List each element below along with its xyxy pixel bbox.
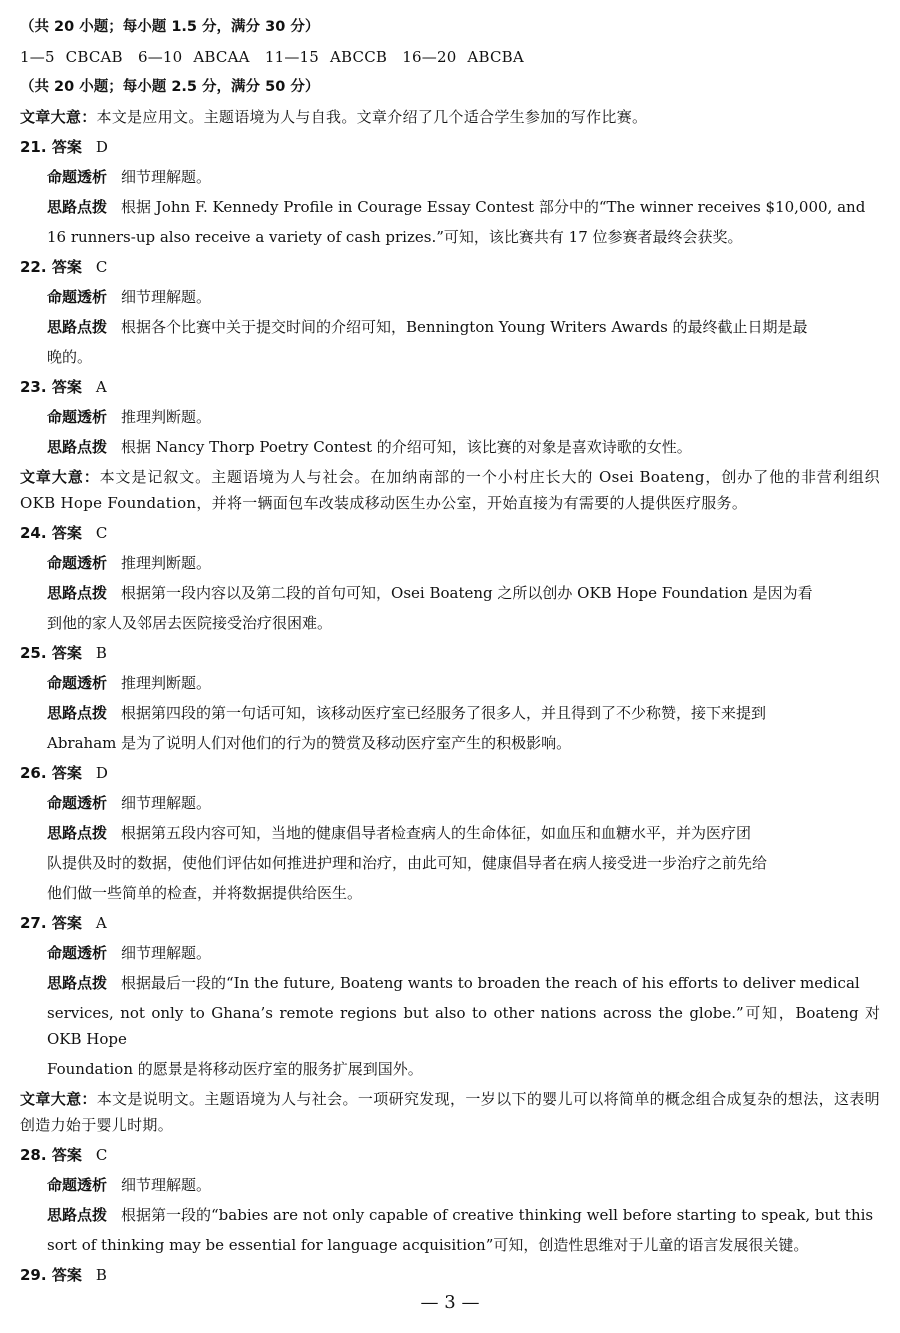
section-header: （共 20 小题；每小题 2.5 分，满分 50 分）: [20, 79, 320, 95]
passage-summary: [20, 104, 880, 130]
analysis-continuation: services, not only to Ghana’s remote regions but also to other nations across the globe.”可知，Boateng 对 OKB Hope: [47, 1004, 880, 1048]
answer-line: [20, 1262, 880, 1288]
analysis-text: 根据第五段内容可知，当地的健康倡导者检查病人的生命体征，如血压和血糖水平，并为医疗团: [121, 824, 752, 842]
question-29: [20, 1262, 880, 1288]
answer-line: [20, 1142, 880, 1168]
answer-value: A: [95, 378, 107, 396]
summary-label: 文章大意：: [20, 108, 97, 126]
type-line: [20, 284, 880, 310]
type-value: 细节理解题。: [121, 168, 212, 186]
type-value: 细节理解题。: [121, 794, 212, 812]
summary-text: 本文是应用文。主题语境为人与自我。文章介绍了几个适合学生参加的写作比赛。: [96, 108, 648, 126]
type-value: 细节理解题。: [121, 1176, 212, 1194]
answer-value: C: [95, 524, 108, 542]
question-23: [20, 374, 880, 460]
answer-value: B: [95, 1266, 107, 1284]
answer-value: C: [95, 1146, 108, 1164]
question-21: [20, 134, 880, 250]
answer-line: [20, 134, 880, 160]
analysis-continuation: Foundation 的愿景是将移动医疗室的服务扩展到国外。: [47, 1060, 423, 1078]
analysis-line: [20, 1202, 880, 1228]
question-22: [20, 254, 880, 370]
analysis-label: 思路点拨: [47, 974, 108, 992]
analysis-line: [20, 580, 880, 606]
question-number: 27.: [20, 914, 47, 932]
answer-label: 答案: [51, 914, 82, 932]
analysis-continuation: sort of thinking may be essential for language acquisition”可知，创造性思维对于儿童的语言发展很关键。: [47, 1236, 809, 1254]
type-label: 命题透析: [47, 674, 108, 692]
answer-label: 答案: [51, 524, 82, 542]
question-number: 29.: [20, 1266, 47, 1284]
answer-line: [20, 760, 880, 786]
type-label: 命题透析: [47, 944, 108, 962]
type-value: 细节理解题。: [121, 944, 212, 962]
question-25: [20, 640, 880, 756]
analysis-label: 思路点拨: [47, 584, 108, 602]
answer-value: C: [95, 258, 108, 276]
answer-label: 答案: [51, 764, 82, 782]
passage-summary: [20, 464, 880, 516]
summary-label: 文章大意：: [20, 1090, 97, 1108]
analysis-line: [20, 820, 880, 846]
answer-label: 答案: [51, 644, 82, 662]
page-number: — 3 —: [420, 1292, 480, 1313]
type-label: 命题透析: [47, 408, 108, 426]
analysis-text: 根据最后一段的“In the future, Boateng wants to broaden the reach of his efforts to deliver medical: [121, 974, 860, 992]
type-line: [20, 1172, 880, 1198]
analysis-label: 思路点拨: [47, 824, 108, 842]
answer-line: [20, 520, 880, 546]
question-number: 21.: [20, 138, 47, 156]
question-number: 25.: [20, 644, 47, 662]
analysis-text: 根据第一段的“babies are not only capable of creative thinking well before starting to speak, but this: [121, 1206, 874, 1224]
type-label: 命题透析: [47, 288, 108, 306]
answer-line: [20, 254, 880, 280]
type-label: 命题透析: [47, 168, 108, 186]
type-value: 细节理解题。: [121, 288, 212, 306]
summary-text: 本文是说明文。主题语境为人与社会。一项研究发现，一岁以下的婴儿可以将简单的概念组合成复杂的想法，这表明创造力始于婴儿时期。: [20, 1090, 880, 1134]
passage-summary: [20, 1086, 880, 1138]
answer-keys-line: 1—5 CBCAB 6—10 ABCAA 11—15 ABCCB 16—20 ABCBA: [20, 48, 524, 66]
analysis-label: 思路点拨: [47, 198, 108, 216]
answer-label: 答案: [51, 258, 82, 276]
type-value: 推理判断题。: [121, 554, 212, 572]
analysis-text: 根据第一段内容以及第二段的首句可知，Osei Boateng 之所以创办 OKB Hope Foundation 是因为看: [121, 584, 813, 602]
question-number: 22.: [20, 258, 47, 276]
question-number: 23.: [20, 378, 47, 396]
summary-label: 文章大意：: [20, 468, 100, 486]
analysis-text: 根据第四段的第一句话可知，该移动医疗室已经服务了很多人，并且得到了不少称赞，接下来提到: [121, 704, 767, 722]
answer-label: 答案: [51, 1146, 82, 1164]
analysis-line: [20, 314, 880, 340]
analysis-text: 根据 John F. Kennedy Profile in Courage Essay Contest 部分中的“The winner receives $10,000, and: [121, 198, 866, 216]
answer-value: D: [95, 764, 108, 782]
analysis-label: 思路点拨: [47, 438, 108, 456]
answer-line: [20, 910, 880, 936]
question-26: [20, 760, 880, 906]
type-label: 命题透析: [47, 794, 108, 812]
type-line: [20, 404, 880, 430]
type-value: 推理判断题。: [121, 674, 212, 692]
analysis-line: [20, 700, 880, 726]
question-28: [20, 1142, 880, 1258]
analysis-label: 思路点拨: [47, 318, 108, 336]
type-label: 命题透析: [47, 1176, 108, 1194]
analysis-continuation: 他们做一些简单的检查，并将数据提供给医生。: [47, 884, 363, 902]
type-line: [20, 790, 880, 816]
answer-value: A: [95, 914, 107, 932]
type-value: 推理判断题。: [121, 408, 212, 426]
answer-label: 答案: [51, 138, 82, 156]
type-line: [20, 940, 880, 966]
analysis-line: [20, 194, 880, 220]
analysis-line: [20, 434, 880, 460]
analysis-continuation: 队提供及时的数据，使他们评估如何推进护理和治疗，由此可知，健康倡导者在病人接受进一步治疗之前先给: [47, 854, 768, 872]
type-label: 命题透析: [47, 554, 108, 572]
question-27: [20, 910, 880, 1082]
type-line: [20, 550, 880, 576]
analysis-continuation: 晚的。: [47, 348, 93, 366]
answer-value: B: [95, 644, 107, 662]
analysis-text: 根据 Nancy Thorp Poetry Contest 的介绍可知，该比赛的对象是喜欢诗歌的女性。: [121, 438, 692, 456]
answer-label: 答案: [51, 1266, 82, 1284]
question-24: [20, 520, 880, 636]
answer-line: [20, 640, 880, 666]
answer-line: [20, 374, 880, 400]
type-line: [20, 164, 880, 190]
analysis-label: 思路点拨: [47, 704, 108, 722]
analysis-continuation: 到他的家人及邻居去医院接受治疗很困难。: [47, 614, 333, 632]
analysis-line: [20, 970, 880, 996]
question-number: 24.: [20, 524, 47, 542]
question-number: 28.: [20, 1146, 47, 1164]
section-header: （共 20 小题；每小题 1.5 分，满分 30 分）: [20, 19, 320, 35]
analysis-label: 思路点拨: [47, 1206, 108, 1224]
analysis-continuation: 16 runners-up also receive a variety of cash prizes.”可知，该比赛共有 17 位参赛者最终会获奖。: [47, 228, 743, 246]
question-number: 26.: [20, 764, 47, 782]
answer-value: D: [95, 138, 108, 156]
analysis-text: 根据各个比赛中关于提交时间的介绍可知，Bennington Young Writers Awards 的最终截止日期是最: [121, 318, 808, 336]
analysis-continuation: Abraham 是为了说明人们对他们的行为的赞赏及移动医疗室产生的积极影响。: [47, 734, 572, 752]
answer-label: 答案: [51, 378, 82, 396]
type-line: [20, 670, 880, 696]
summary-text: 本文是记叙文。主题语境为人与社会。在加纳南部的一个小村庄长大的 Osei Boateng，创办了他的非营利组织 OKB Hope Foundation，并将一辆面包车改装成移动医生办公室，开始直接为有需要的人提供医疗服务。: [20, 468, 880, 512]
